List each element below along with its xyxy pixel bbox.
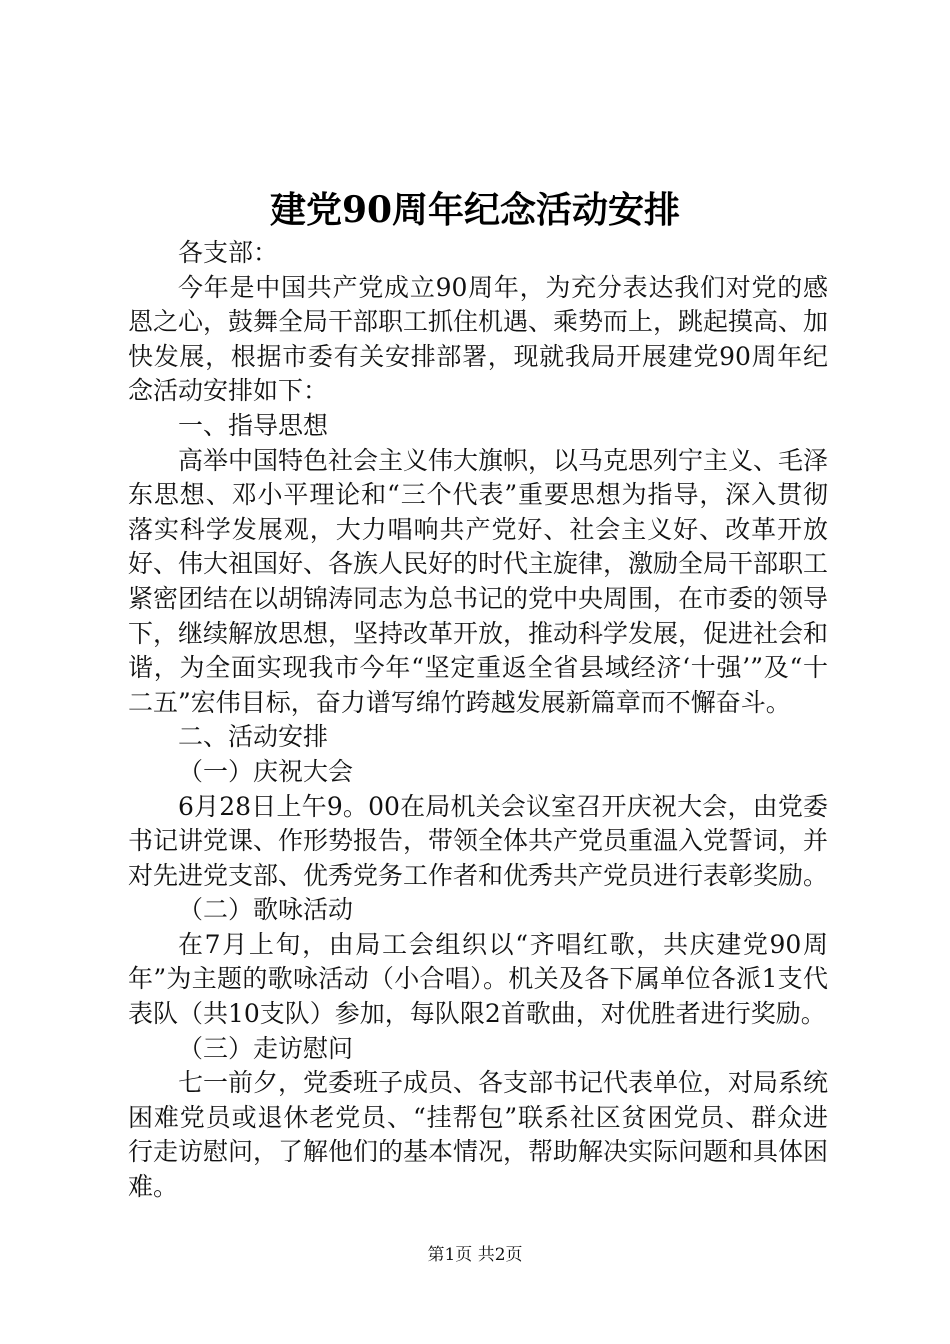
page-footer: 第1页 共2页	[427, 1245, 523, 1265]
document-title: 建党90周年纪念活动安排	[269, 189, 681, 231]
document-body	[128, 236, 828, 1205]
celebration-paragraph: 6月28日上午9。00在局机关会议室召开庆祝大会，由党委书记讲党课、作形势报告，带领全体共产党员重温入党誓词，并对先进党支部、优秀党务工作者和优秀共产党员进行表彰奖励。	[128, 791, 829, 890]
visits-paragraph: 七一前夕，党委班子成员、各支部书记代表单位，对局系统困难党员或退休老党员、“挂帮包”联系社区贫困党员、群众进行走访慰问，了解他们的基本情况，帮助解决实际问题和具体困难。	[128, 1068, 829, 1202]
salutation: 各支部：	[178, 238, 279, 267]
guiding-thought-paragraph: 高举中国特色社会主义伟大旗帜，以马克思列宁主义、毛泽东思想、邓小平理论和“三个代表”重要思想为指导，深入贯彻落实科学发展观，大力唱响共产党好、社会主义好、改革开放好、伟大祖国好、各族人民好的时代主旋律，激励全局干部职工紧密团结在以胡锦涛同志为总书记的党中央周围，在市委的领导下，继续解放思想，坚持改革开放，推动科学发展，促进社会和谐，为全面实现我市今年“坚定重返全省县域经济‘十强’”及“十二五”宏伟目标，奋力谱写绵竹跨越发展新篇章而不懈奋斗。	[128, 445, 829, 717]
subheading-visits: （三）走访慰问	[178, 1033, 354, 1063]
subheading-singing: （二）歌咏活动	[178, 895, 354, 925]
section-heading-guiding-thought: 一、指导思想	[178, 410, 329, 440]
section-heading-activities: 二、活动安排	[178, 722, 329, 752]
intro-paragraph: 今年是中国共产党成立90周年，为充分表达我们对党的感恩之心，鼓舞全局干部职工抓住机遇、乘势而上，跳起摸高、加快发展，根据市委有关安排部署，现就我局开展建党90周年纪念活动安排如下：	[128, 272, 829, 406]
subheading-celebration: （一）庆祝大会	[178, 756, 354, 786]
singing-paragraph: 在7月上旬，由局工会组织以“齐唱红歌，共庆建党90周年”为主题的歌咏活动（小合唱）。机关及各下属单位各派1支代表队（共10支队）参加，每队限2首歌曲，对优胜者进行奖励。	[128, 929, 828, 1029]
